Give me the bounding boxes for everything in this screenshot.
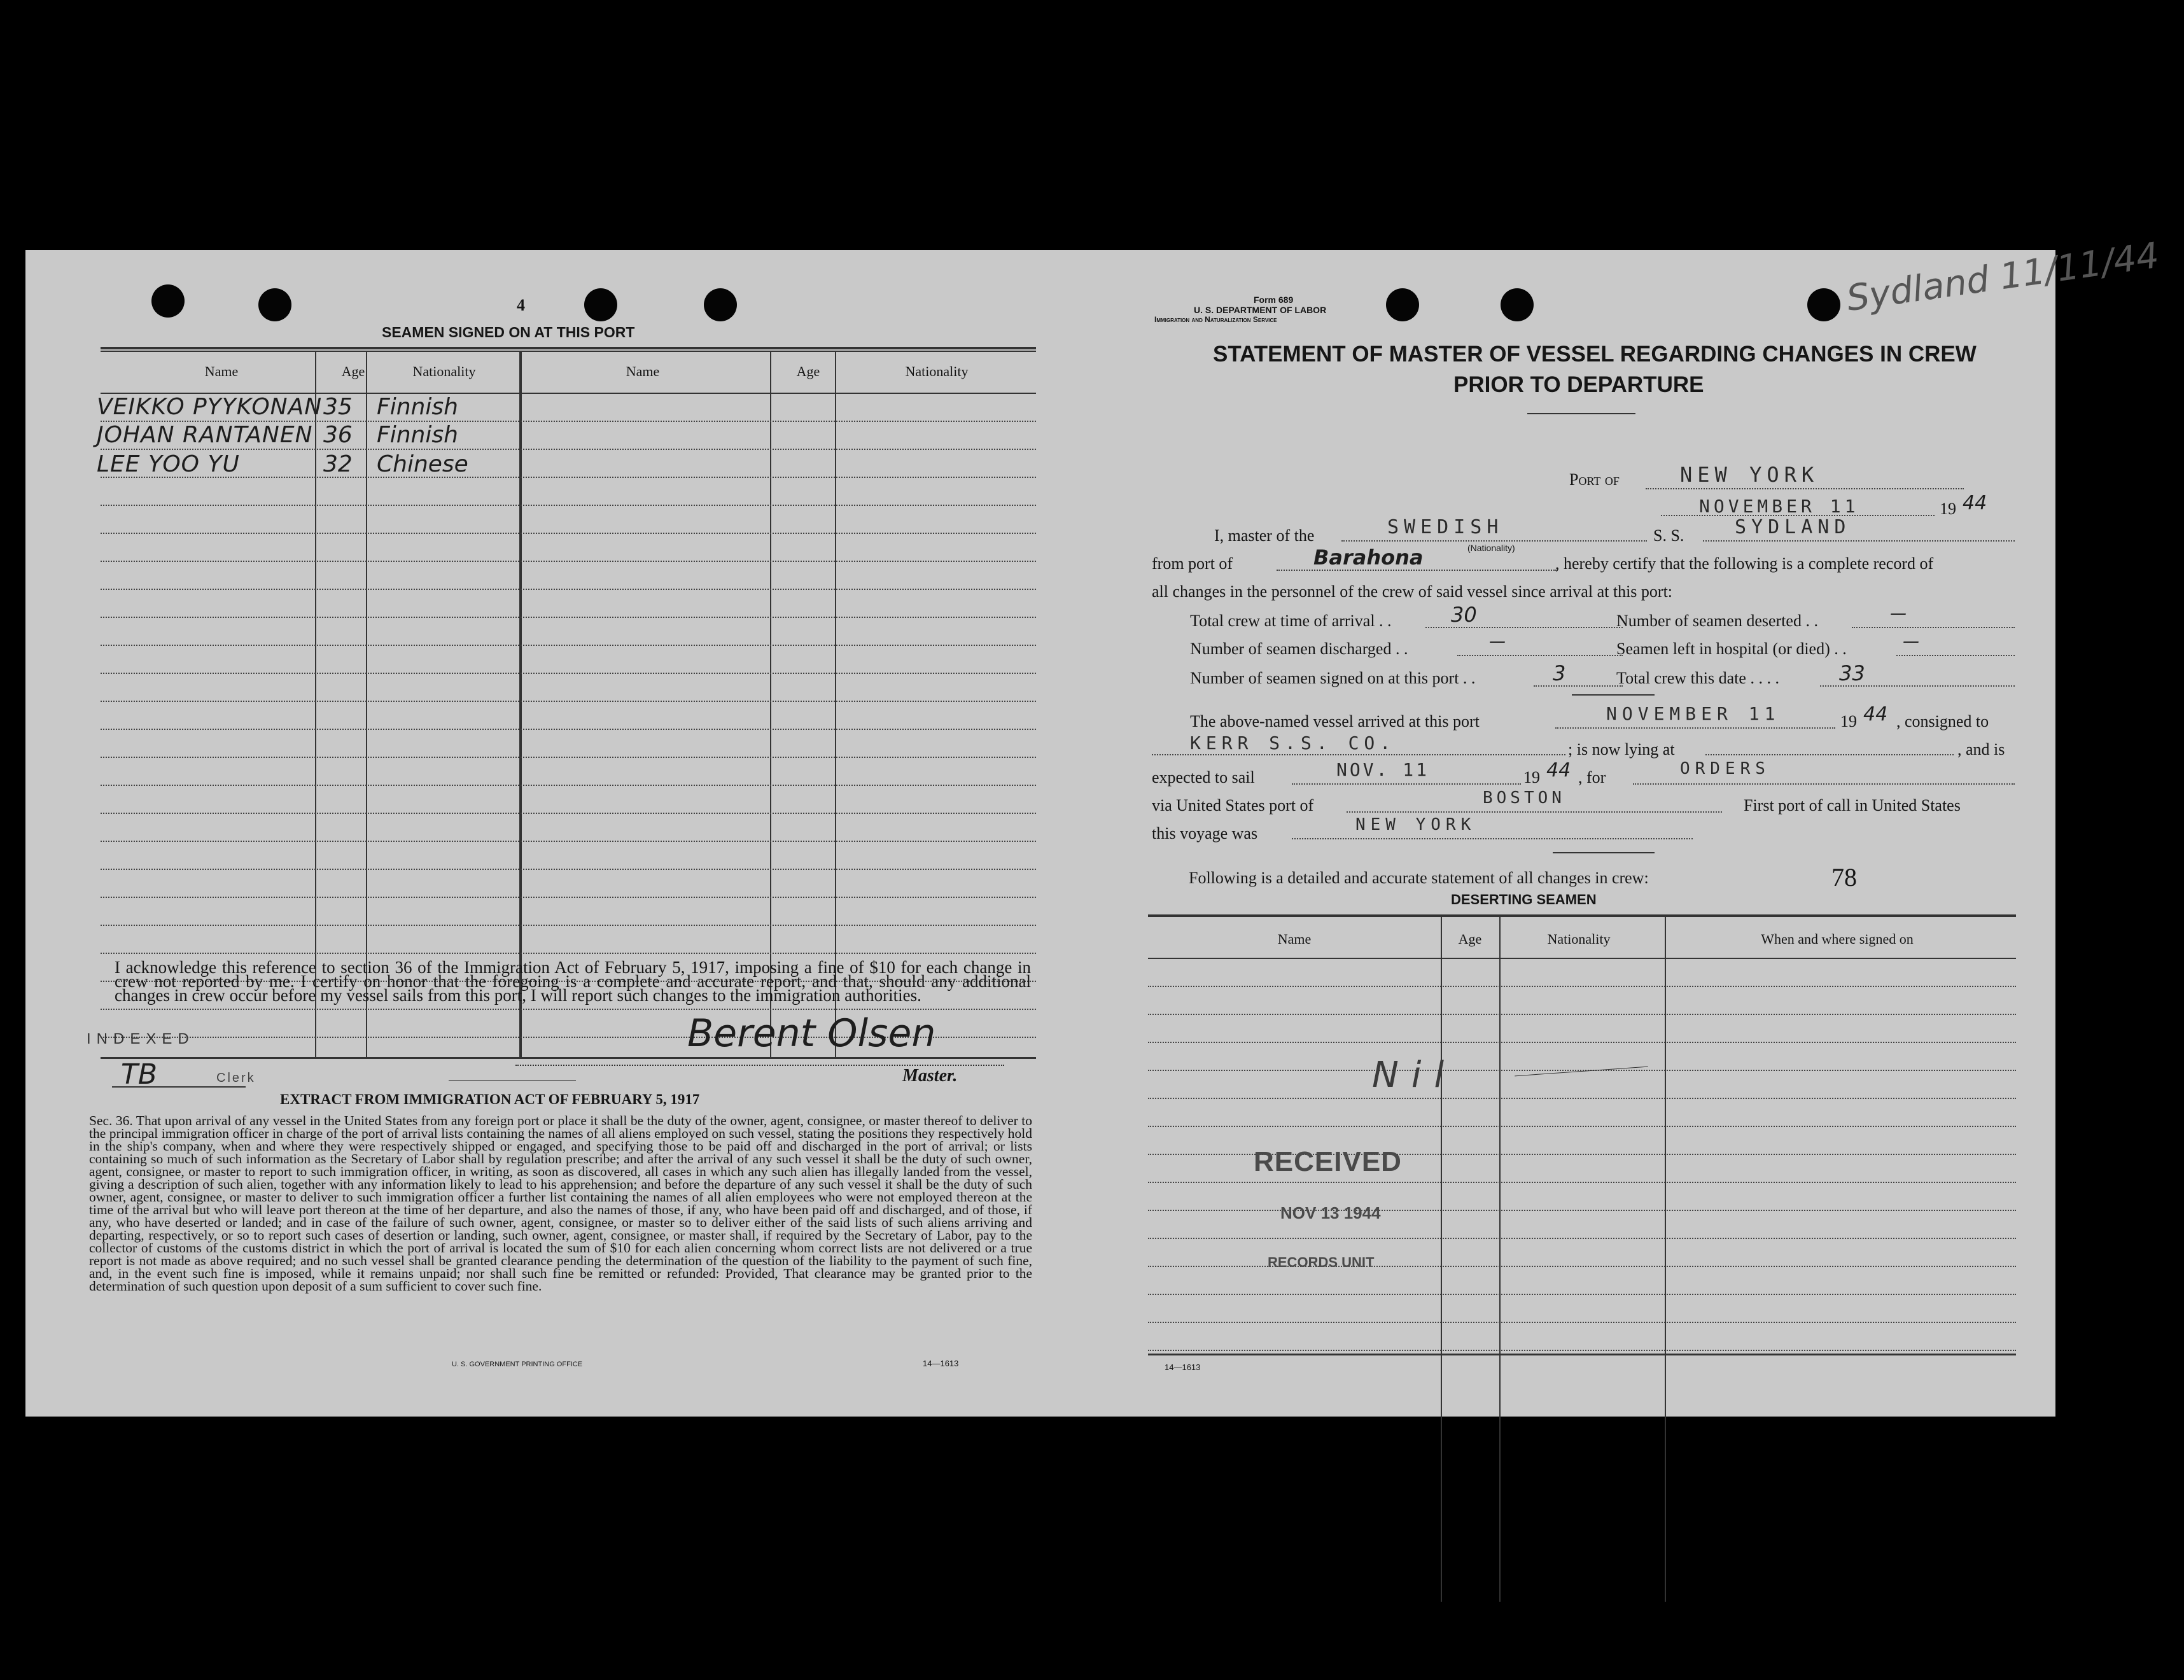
service-name: Immigration and Naturalization Service (1154, 315, 1277, 324)
hospital-label: Seamen left in hospital (or died) . . (1616, 640, 1847, 658)
punch-hole (584, 288, 617, 321)
year-value: 44 (1963, 492, 1987, 514)
punch-hole (258, 288, 291, 321)
column-header: Age (796, 363, 820, 379)
ss-line (1703, 540, 2015, 542)
column-divider (835, 352, 836, 1057)
consignee-value: KERR S.S. CO. (1190, 732, 1396, 753)
page-mark: 78 (1831, 863, 1857, 892)
total-underline (1572, 694, 1655, 696)
seaman-age: 35 (323, 394, 353, 420)
deserted-value: — (1890, 604, 1907, 623)
discharged-label: Number of seamen discharged . . (1190, 640, 1408, 658)
arrived-value: NOVEMBER 11 (1606, 703, 1781, 724)
form-code: 14—1613 (1165, 1362, 1201, 1372)
year-prefix: 19 (1940, 500, 1956, 518)
certify-text: , hereby certify that the following is a complete record of (1555, 554, 1934, 573)
title-underline (1527, 413, 1635, 414)
form-subtitle: PRIOR TO DEPARTURE (1453, 372, 1704, 397)
top-annotation: Sydland 11/11/44 (1844, 234, 2162, 320)
arrived-year-prefix: 19 (1840, 712, 1857, 731)
via-value: BOSTON (1483, 788, 1565, 808)
for-label: , for (1578, 768, 1606, 787)
for-line (1633, 783, 2015, 785)
all-changes-text: all changes in the personnel of the crew of said vessel since arrival at this port: (1152, 582, 1673, 601)
table-bottom-rule (1148, 1354, 2016, 1355)
voyage-value: NEW YORK (1355, 815, 1476, 834)
seaman-nationality: Chinese (377, 451, 468, 477)
column-divider (366, 352, 367, 1057)
printing-office: U. S. GOVERNMENT PRINTING OFFICE (452, 1361, 583, 1368)
port-of-label: Port of (1569, 470, 1620, 489)
punch-hole (1807, 288, 1840, 321)
table-bottom-rule (101, 1057, 1036, 1059)
arrived-line (1555, 727, 1835, 729)
master-label: Master. (902, 1066, 958, 1086)
from-port-value: Barahona (1313, 545, 1424, 570)
table-top-rule (101, 347, 1036, 349)
value-line (1896, 655, 2015, 656)
via-label: via United States port of (1152, 796, 1314, 815)
seaman-age: 36 (323, 422, 353, 448)
column-header: Age (1458, 931, 1482, 947)
signed-on-label: Number of seamen signed on at this port . . (1190, 669, 1476, 687)
expected-year-prefix: 19 (1523, 768, 1540, 787)
consignee-line (1152, 754, 1565, 755)
punch-hole (1501, 288, 1534, 321)
expected-label: expected to sail (1152, 768, 1255, 787)
punch-hole (151, 284, 185, 318)
records-unit: RECORDS UNIT (1268, 1254, 1375, 1270)
extract-text: Sec. 36. That upon arrival of any vessel in the United States from any foreign port or place it shall be the duty of the owner, agent, consignee, or master thereof to deliver to the principal immigration officer in charge of the port of arrival lists containing the names of all aliens employed on such vessel, stating the positions they respectively hold in the ship's company, when and where they were respectively shipped or engaged, and specifying those to be paid off and discharged in the port of arrival; or lists containing so much of such information as the Secretary of Labor shall by regulation prescribe; and after the arrival of any such vessel it shall be the duty of such owner, agent, consignee, or master to report to such immigration officer, in writing, as soon as discovered, all cases in which any such alien has illegally landed from the vessel, giving a description of such alien, together with any information likely to lead to his apprehension; and before the departure of any such vessel it shall be the duty of such owner, agent, consignee, or master to deliver to such immigration officer a further list containing the names of all alien employees who were not employed thereon at the time of the arrival but who will leave port thereon at the time of her departure, and also the names of those, if any, who have been paid off and discharged, and of those, if any, who have deserted or landed; and in case of the failure of such owner, agent, consignee, or master so to deliver either of the said lists of such aliens arriving and departing, respectively, or so to report such cases of desertion or landing, such owner, agent, consignee, or master shall, if required by the Secretary of Labor, pay to the collector of customs of the customs district in which the port of arrival is located the sum of $10 for each alien concerning whom correct lists are not delivered or a true report is not made as above required; and no such vessel shall be granted clearance pending the determination of the question of the liability to the payment of such fine, and, in the event such fine is imposed, while it remains unpaid; nor shall such fine be remitted or refunded: Provided, That clearance may be granted prior to the determination of such question upon deposit of a sum sufficient to cover such fine. (89, 1113, 1032, 1294)
column-divider (519, 352, 522, 1057)
clerk-label: Clerk (216, 1071, 256, 1085)
via-line (1347, 811, 1722, 813)
value-line (1457, 655, 1623, 656)
clerk-line (112, 1086, 246, 1088)
signed-on-value: 3 (1553, 661, 1566, 685)
deserting-title: DESERTING SEAMEN (1451, 892, 1597, 907)
expected-line (1292, 783, 1521, 785)
punch-hole (1386, 288, 1419, 321)
date-value: NOVEMBER 11 (1699, 496, 1859, 517)
ss-value: SYDLAND (1735, 516, 1851, 538)
from-port-label: from port of (1152, 554, 1233, 573)
column-divider (1441, 916, 1442, 1602)
total-crew-arrival-label: Total crew at time of arrival . . (1190, 612, 1392, 630)
column-header: Name (626, 363, 660, 379)
page-number: 4 (517, 296, 525, 314)
separator (1553, 852, 1655, 853)
arrived-year-value: 44 (1863, 703, 1888, 725)
port-of-value: NEW YORK (1680, 463, 1819, 487)
seaman-nationality: Finnish (377, 394, 458, 420)
value-line (1852, 627, 2015, 628)
column-header: Age (341, 363, 365, 379)
separator (449, 1080, 576, 1081)
and-is-label: , and is (1957, 740, 2005, 759)
seaman-age: 32 (323, 451, 353, 477)
ss-label: S. S. (1653, 526, 1684, 545)
column-divider (1665, 916, 1666, 1602)
column-divider (770, 352, 771, 1057)
from-port-line (1277, 570, 1557, 571)
expected-year-value: 44 (1546, 759, 1571, 781)
clerk-initials: TB (121, 1058, 158, 1091)
lying-at-label: ; is now lying at (1568, 740, 1675, 759)
header-rule (1148, 958, 2016, 959)
total-date-value: 33 (1839, 661, 1865, 685)
column-header: When and where signed on (1761, 931, 1914, 947)
nil-stroke (1515, 1067, 1648, 1077)
deserted-label: Number of seamen deserted . . (1616, 612, 1818, 630)
column-divider (1499, 916, 1501, 1602)
voyage-line (1292, 838, 1693, 839)
extract-title: EXTRACT FROM IMMIGRATION ACT OF FEBRUARY 5, 1917 (280, 1091, 700, 1107)
master-of-label: I, master of the (1214, 526, 1315, 545)
arrived-label: The above-named vessel arrived at this port (1190, 712, 1480, 731)
received-stamp: RECEIVED (1254, 1146, 1402, 1177)
lying-at-line (1705, 754, 1954, 755)
consigned-label: , consigned to (1896, 712, 1989, 731)
master-signature: Berent Olsen (687, 1011, 936, 1056)
form-code: 14—1613 (923, 1359, 959, 1368)
column-header: Nationality (412, 363, 476, 379)
received-date: NOV 13 1944 (1280, 1203, 1381, 1222)
total-date-label: Total crew this date . . . . (1616, 669, 1779, 687)
column-header: Nationality (1547, 931, 1611, 947)
table-top-rule (1148, 914, 2016, 917)
indexed-stamp: INDEXED (87, 1030, 195, 1047)
form-number: Form 689 (1254, 295, 1294, 305)
column-divider (315, 352, 316, 1057)
nationality-line (1341, 540, 1647, 542)
department: U. S. DEPARTMENT OF LABOR (1194, 305, 1327, 315)
acknowledgement-paragraph: I acknowledge this reference to section 36 of the Immigration Act of February 5, 1917, imposing a fine of $10 for each change in crew not reported by me. I certify on honor that the foregoing is a complete and accurate report, and that, should any additional changes in crew occur before my vessel sails from this port, I will report such changes to the immigration authorities. (115, 958, 1031, 1005)
form-title: STATEMENT OF MASTER OF VESSEL REGARDING CHANGES IN CREW (1213, 342, 1977, 367)
voyage-label: this voyage was (1152, 824, 1258, 843)
column-header: Name (204, 363, 239, 379)
nationality-value: SWEDISH (1387, 516, 1504, 538)
hospital-value: — (1903, 632, 1919, 651)
expected-value: NOV. 11 (1336, 759, 1430, 780)
section-title: SEAMEN SIGNED ON AT THIS PORT (382, 324, 635, 340)
nil-mark: Nil (1372, 1054, 1457, 1096)
value-line (1534, 685, 1623, 687)
port-line (1646, 488, 1964, 489)
total-crew-arrival-value: 30 (1451, 603, 1477, 627)
nationality-caption: (Nationality) (1467, 543, 1515, 553)
value-line (1425, 627, 1623, 628)
discharged-value: — (1489, 632, 1506, 651)
document-scan (25, 234, 2162, 1417)
table-top-rule (101, 351, 1036, 352)
column-header: Name (1277, 931, 1312, 947)
following-text: Following is a detailed and accurate statement of all changes in crew: (1189, 869, 1649, 887)
seaman-name: VEIKKO PYYKONAN (97, 394, 323, 420)
seaman-name: JOHAN RANTANEN (97, 422, 313, 448)
column-header: Nationality (905, 363, 969, 379)
seaman-name: LEE YOO YU (97, 451, 240, 477)
for-value: ORDERS (1680, 759, 1770, 778)
value-line (1820, 685, 2015, 687)
first-port-label: First port of call in United States (1744, 796, 1961, 815)
seaman-nationality: Finnish (377, 422, 458, 448)
punch-hole (704, 288, 737, 321)
